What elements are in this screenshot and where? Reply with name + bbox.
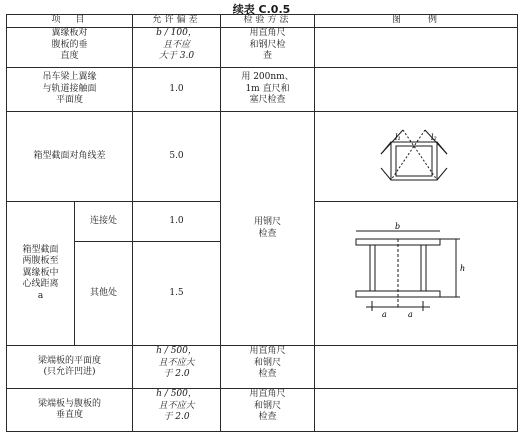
tolerance-cell: 1.5 bbox=[133, 242, 221, 346]
label-a-right: a bbox=[408, 309, 413, 319]
item-cell: 吊车梁上翼缘 与轨道接触面 平面度 bbox=[7, 68, 133, 112]
label-h: h bbox=[460, 263, 466, 273]
tolerance-table bbox=[6, 14, 518, 432]
method-cell: 用钢尺 检查 bbox=[221, 112, 315, 346]
method-cell: 用 200nm、 1m 直尺和 塞尺检查 bbox=[221, 68, 315, 112]
ext-line bbox=[381, 168, 391, 180]
table-title: 续表 C.0.5 bbox=[232, 3, 291, 16]
figure-cell-empty bbox=[315, 346, 518, 389]
box-section-figure-cell bbox=[315, 202, 518, 346]
method-cell: 用直角尺 和钢尺 检查 bbox=[221, 389, 315, 432]
figure-cell-empty bbox=[315, 389, 518, 432]
table-row bbox=[7, 112, 518, 202]
method-cell: 用直角尺 和钢尺检 查 bbox=[221, 28, 315, 68]
ext-line bbox=[437, 168, 447, 180]
label-b: b bbox=[395, 221, 401, 231]
diagonal-figure-cell bbox=[315, 112, 518, 202]
ext-line bbox=[437, 142, 447, 154]
tolerance-cell: h / 500， 且不应大 于 2.0 bbox=[133, 346, 221, 389]
figure-cell-empty bbox=[315, 68, 518, 112]
table-row bbox=[7, 346, 518, 389]
tolerance-cell: 5.0 bbox=[133, 112, 221, 202]
table-row bbox=[7, 389, 518, 432]
tolerance-cell: h / 500， 且不应大 于 2.0 bbox=[133, 389, 221, 432]
box-section-figure bbox=[346, 219, 486, 329]
table-row bbox=[7, 28, 518, 68]
label-l2: l₂ bbox=[431, 132, 437, 142]
tolerance-cell: 1.0 bbox=[133, 68, 221, 112]
tolerance-cell: 1.0 bbox=[133, 202, 221, 242]
box-inner bbox=[396, 146, 432, 176]
label-a-left: a bbox=[382, 309, 387, 319]
label-l1: l₁ bbox=[395, 132, 401, 142]
item-cell: 梁端板与腹板的 垂直度 bbox=[7, 389, 133, 432]
box-diagonal-figure bbox=[351, 124, 481, 190]
method-cell: 用直角尺 和钢尺 检查 bbox=[221, 346, 315, 389]
header-item: 项 目 bbox=[7, 15, 133, 28]
figure-cell-empty bbox=[315, 28, 518, 68]
web-left bbox=[370, 245, 375, 291]
header-tolerance: 允许偏差 bbox=[133, 15, 221, 28]
table-row bbox=[7, 68, 518, 112]
header-method: 检验方法 bbox=[221, 15, 315, 28]
item-cell: 翼缘板对 腹板的垂 直度 bbox=[7, 28, 133, 68]
ext-line bbox=[381, 142, 391, 154]
header-figure: 图 例 bbox=[315, 15, 518, 28]
subitem-cell: 其他处 bbox=[75, 242, 133, 346]
item-cell: 箱型截面对角线差 bbox=[7, 112, 133, 202]
tolerance-cell: b / 100， 且不应 大于 3.0 bbox=[133, 28, 221, 68]
item-cell: 梁端板的平面度 (只允许凹进) bbox=[7, 346, 133, 389]
header-row bbox=[7, 15, 518, 28]
web-right bbox=[421, 245, 426, 291]
subitem-cell: 连接处 bbox=[75, 202, 133, 242]
item-cell: 箱型截面 两腹板至 翼缘板中 心线距离 a bbox=[7, 202, 75, 346]
box-outline bbox=[391, 142, 437, 180]
